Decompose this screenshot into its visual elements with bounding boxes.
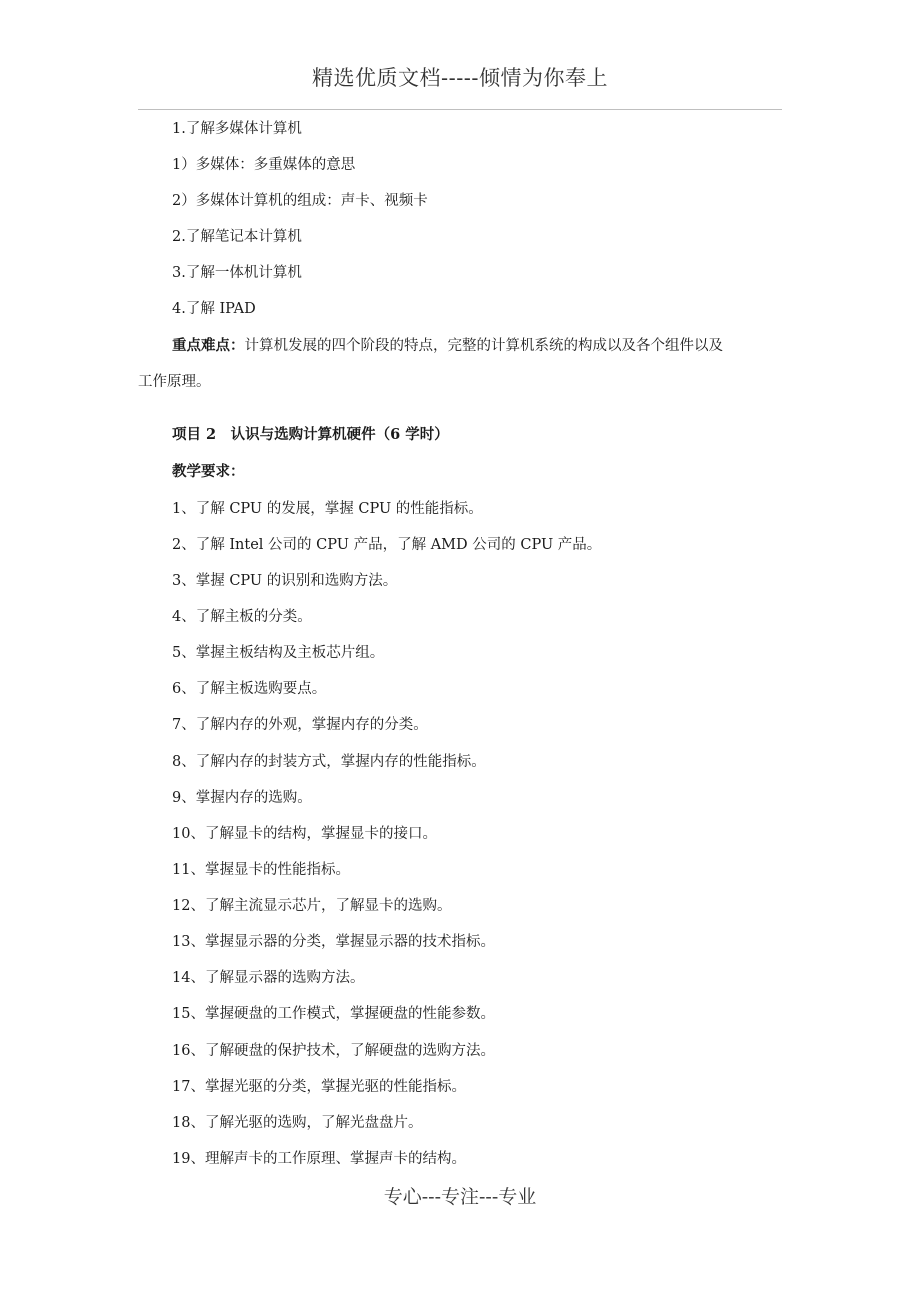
requirements-label: 教学要求： — [172, 463, 245, 480]
header-divider — [138, 109, 782, 110]
list-item: 8、了解内存的封装方式，掌握内存的性能指标。 — [172, 754, 486, 770]
list-item: 1）多媒体：多重媒体的意思 — [172, 157, 356, 173]
list-item: 3、掌握 CPU 的识别和选购方法。 — [172, 573, 398, 589]
list-item: 3.了解一体机计算机 — [172, 265, 302, 281]
list-item: 12、了解主流显示芯片，了解显卡的选购。 — [172, 898, 452, 914]
list-item: 13、掌握显示器的分类，掌握显示器的技术指标。 — [172, 934, 495, 950]
list-item: 2、了解 Intel 公司的 CPU 产品，了解 AMD 公司的 CPU 产品。 — [172, 537, 602, 553]
list-item: 5、掌握主板结构及主板芯片组。 — [172, 645, 385, 661]
list-item: 10、了解显卡的结构，掌握显卡的接口。 — [172, 826, 437, 842]
key-points-text: 计算机发展的四个阶段的特点，完整的计算机系统的构成以及各个组件以及 — [244, 338, 723, 354]
page-footer: 专心---专注---专业 — [383, 1186, 537, 1208]
list-item: 7、了解内存的外观，掌握内存的分类。 — [172, 717, 428, 733]
key-points-label: 重点难点： — [172, 337, 245, 354]
list-item: 4、了解主板的分类。 — [172, 609, 312, 625]
list-item: 6、了解主板选购要点。 — [172, 681, 327, 697]
list-item: 17、掌握光驱的分类，掌握光驱的性能指标。 — [172, 1079, 466, 1095]
list-item: 11、掌握显卡的性能指标。 — [172, 862, 350, 878]
key-points-paragraph — [172, 336, 723, 356]
list-item: 19、理解声卡的工作原理、掌握声卡的结构。 — [172, 1151, 466, 1167]
key-points-text-continued: 工作原理。 — [138, 374, 211, 390]
list-item: 2.了解笔记本计算机 — [172, 229, 302, 245]
list-item: 2）多媒体计算机的组成：声卡、视频卡 — [172, 193, 428, 209]
page-header: 精选优质文档-----倾情为你奉上 — [312, 66, 608, 90]
list-item: 1.了解多媒体计算机 — [172, 121, 302, 137]
list-item: 4.了解 IPAD — [172, 301, 256, 317]
list-item: 18、了解光驱的选购，了解光盘盘片。 — [172, 1115, 423, 1131]
list-item: 14、了解显示器的选购方法。 — [172, 970, 365, 986]
list-item: 9、掌握内存的选购。 — [172, 790, 312, 806]
list-item: 15、掌握硬盘的工作模式，掌握硬盘的性能参数。 — [172, 1006, 495, 1022]
section-title: 项目 2 认识与选购计算机硬件（6 学时） — [172, 426, 449, 443]
list-item: 16、了解硬盘的保护技术，了解硬盘的选购方法。 — [172, 1043, 495, 1059]
list-item: 1、了解 CPU 的发展，掌握 CPU 的性能指标。 — [172, 501, 483, 517]
